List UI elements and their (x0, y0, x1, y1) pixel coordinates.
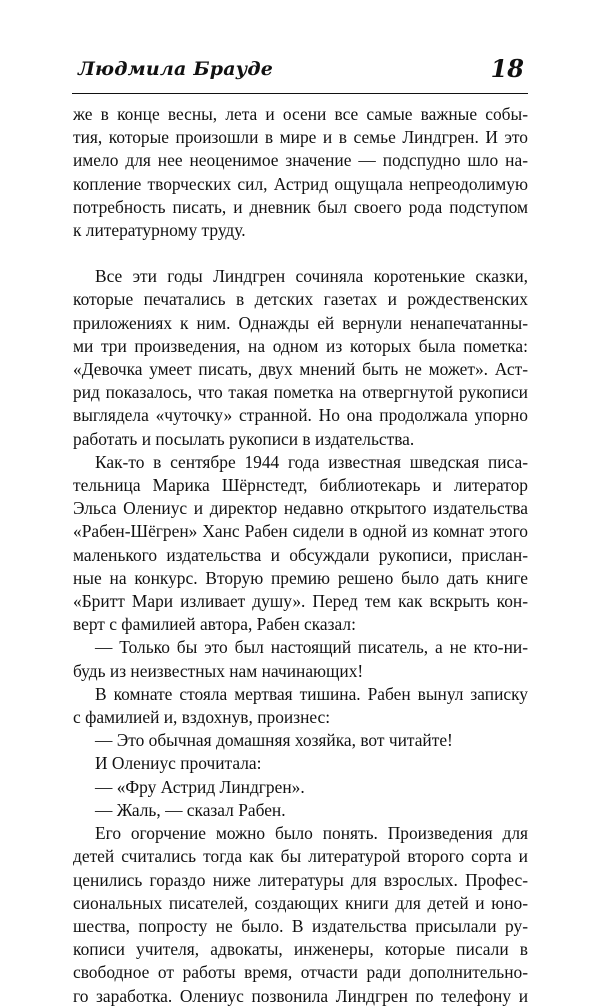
dialogue-line (73, 799, 528, 822)
text-line: маленького издательства и обсуждали рукописи, прислан- (73, 544, 528, 565)
text-line: «Бритт Мари изливает душу». Перед тем как вскрыть кон- (73, 591, 528, 612)
text-line: ми три произведения, на одном из которых была пометка: (73, 335, 528, 356)
text-line: выглядела «чуточку» странной. Но она продолжала упорно (73, 405, 528, 426)
text-line: имело для нее неоценимое значение — подспудно шло на- (73, 150, 528, 171)
running-header-author: Людмила Брауде (78, 58, 274, 80)
text-line: Как-то в сентябре 1944 года известная шведская писа- (95, 451, 528, 472)
text-line: ценились гораздо ниже литературы для взрослых. Профес- (73, 869, 528, 890)
text-line: тия, которые произошли в мире и в семье Линдгрен. И это (73, 127, 528, 148)
text-line: детей считались тогда как бы литературой второго сорта и (73, 846, 528, 867)
text-line: В комнате стояла мертвая тишина. Рабен вынул записку (95, 683, 528, 704)
text-line: же в конце весны, лета и осени все самые важные собы- (73, 104, 528, 124)
paragraph (73, 752, 528, 775)
paragraph (73, 451, 528, 637)
text-line: рид показалось, что такая пометка на отвергнутой рукописи (73, 382, 528, 403)
text-line: — Жаль, — сказал Рабен. (95, 799, 286, 820)
text-line: Его огорчение можно было понять. Произведения для (95, 823, 528, 844)
section-break (73, 242, 528, 265)
dialogue-line (73, 636, 528, 682)
text-line: свободное от работы время, отчасти ради дополнительно- (73, 962, 528, 983)
text-line: которые печатались в детских газетах и рождественских (73, 289, 528, 310)
text-line: потребность писать, и дневник был своего рода подступом (73, 196, 528, 217)
text-line: — Это обычная домашняя хозяйка, вот читайте! (95, 730, 453, 751)
body-text (73, 103, 528, 1008)
text-line: Эльса Олениус и директор недавно открытого издательства (73, 498, 528, 519)
text-line: работать и посылать рукописи в издательства. (73, 428, 415, 449)
text-line: с фамилией и, вздохнув, произнес: (73, 707, 331, 728)
text-line: тельница Марика Шёрнстедт, библиотекарь и литератор (73, 475, 528, 496)
paragraph (73, 683, 528, 729)
text-line: — «Фру Астрид Линдгрен». (95, 776, 305, 797)
text-line: к литературному труду. (73, 220, 246, 241)
paragraph (73, 265, 528, 451)
paragraph (73, 822, 528, 1008)
text-line: шества, попросту не было. В издательства присылали ру- (73, 915, 528, 936)
text-line: — Только бы это был настоящий писатель, а не кто-ни- (95, 637, 528, 658)
text-line: И Олениус прочитала: (95, 753, 262, 774)
text-line: «Рабен-Шёгрен» Ханс Рабен сидели в одной из комнат этого (73, 521, 528, 542)
page-number: 18 (490, 54, 524, 83)
text-line: ные на конкурс. Вторую премию решено было дать книге (73, 567, 528, 588)
header-rule (72, 93, 528, 94)
text-line: го заработка. Олениус позвонила Линдгрен по телефону и (73, 985, 528, 1006)
dialogue-line (73, 729, 528, 752)
dialogue-line (73, 776, 528, 799)
text-line: приложениях к ним. Однажды ей вернули ненапечатанны- (73, 312, 528, 333)
text-line: будь из неизвестных нам начинающих! (73, 660, 364, 681)
text-line: «Девочка умеет писать, двух мнений быть не может». Аст- (73, 359, 528, 380)
text-line: верт с фамилией автора, Рабен сказал: (73, 614, 356, 635)
text-line: сиональных писателей, создающих книги для детей и юно- (73, 892, 528, 913)
paragraph (73, 103, 528, 242)
text-line: кописи учителя, адвокаты, инженеры, которые писали в (73, 939, 528, 960)
text-line: копление творческих сил, Астрид ощущала непреодолимую (73, 173, 528, 194)
text-line: Все эти годы Линдгрен сочиняла коротенькие сказки, (95, 266, 528, 287)
